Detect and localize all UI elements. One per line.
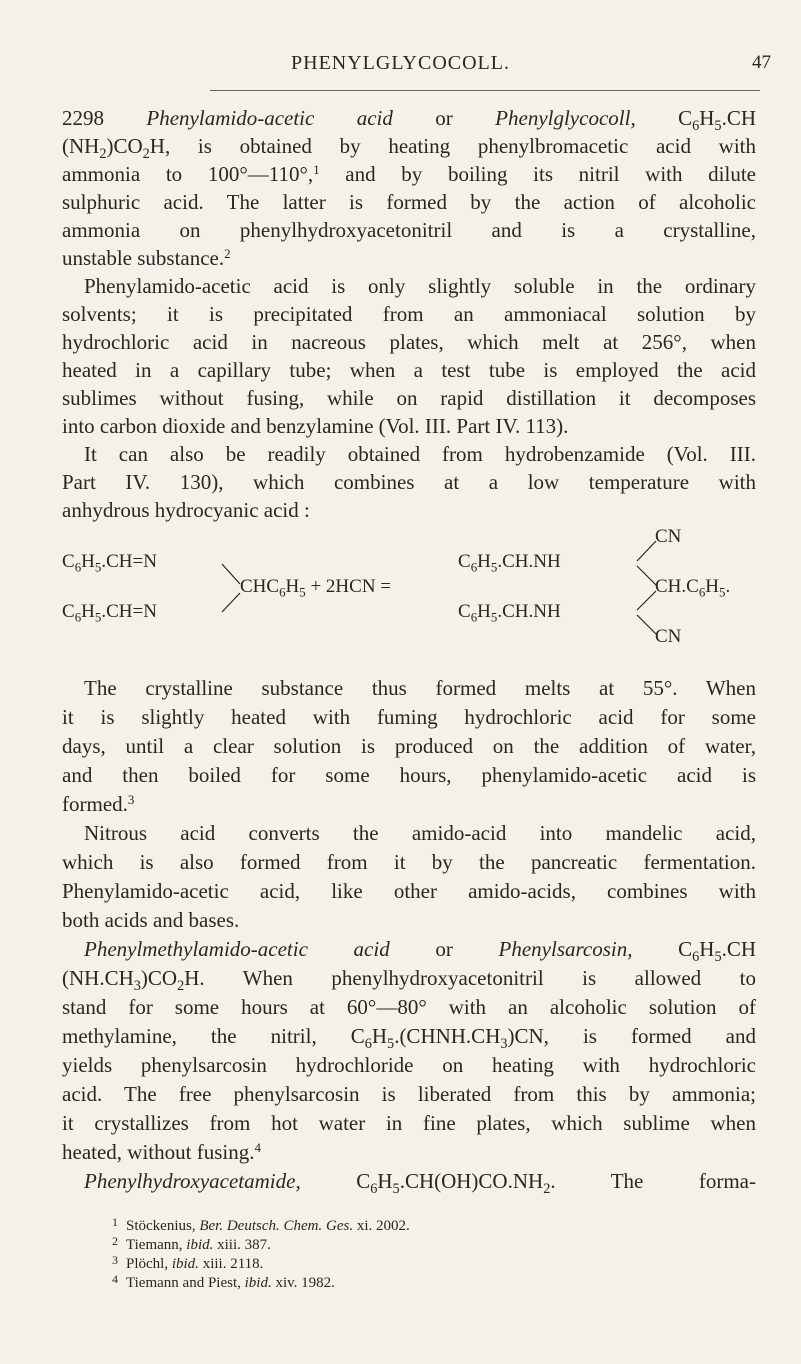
compound-alt-name: Phenylglycocoll, <box>495 106 636 130</box>
text: ammonia to 100°—110°, <box>62 162 314 186</box>
text: . The forma- <box>550 1169 756 1193</box>
text-line: Nitrous acid converts the amido-acid into mandelic acid, <box>84 821 756 845</box>
text-line: days, until a clear solution is produced on the addition of water, <box>62 734 756 758</box>
text-line: heated in a capillary tube; when a test tube is employed the acid <box>62 358 756 382</box>
text-line <box>84 1166 756 1196</box>
text-line: anhydrous hydrocyanic acid : <box>62 498 310 522</box>
text-line: Part IV. 130), which combines at a low temperature with <box>62 470 756 494</box>
subscript: 6 <box>692 948 700 965</box>
subscript: 6 <box>692 117 700 134</box>
text-line: hydrochloric acid in nacreous plates, which melt at 256°, when <box>62 330 756 354</box>
text: H, is obtained by heating phenylbromacetic acid with <box>149 134 756 158</box>
subscript: 5 <box>714 117 722 134</box>
bond-line <box>222 564 240 584</box>
bond-line <box>222 593 240 612</box>
eq-center-group: $CH.C_6H_5$. <box>655 576 731 600</box>
footnote: 1 Stöckenius, Ber. Deutsch. Chem. Ges. xi. 2002. <box>112 1215 410 1234</box>
subscript: 3 <box>500 1035 508 1052</box>
text-line: which is also formed from it by the pancreatic fermentation. <box>62 850 756 874</box>
footnote-ref: 2 <box>224 245 231 261</box>
text-line: Phenylamido-acetic acid, like other amido-acids, combines with <box>62 879 756 903</box>
footnote-ref: 1 <box>313 161 320 177</box>
eq-left-top: $C_6H_5.CH=N$ <box>62 551 157 575</box>
footnote: 3 Plöchl, ibid. xiii. 2118. <box>112 1253 264 1272</box>
footnote: 4 Tiemann and Piest, ibid. xiv. 1982. <box>112 1272 335 1291</box>
text: H <box>699 937 715 961</box>
bond-line <box>637 566 656 585</box>
footnote-mark: 3 <box>112 1253 118 1267</box>
text-line: it crystallizes from hot water in fine plates, which sublime when <box>62 1111 756 1135</box>
text: heated, without fusing. <box>62 1140 255 1164</box>
text: methylamine, the nitril, C <box>62 1024 365 1048</box>
bond-line <box>637 541 656 561</box>
text-line: solvents; it is precipitated from an ammoniacal solution by <box>62 302 756 326</box>
section-number: 2298 <box>62 106 104 130</box>
text: C <box>300 1169 371 1193</box>
text-line: yields phenylsarcosin hydrochloride on heating with hydrochloric <box>62 1053 756 1077</box>
text-line: The crystalline substance thus formed melts at 55°. When <box>84 676 756 700</box>
text: formed. <box>62 792 128 816</box>
text-line: and then boiled for some hours, phenylamido-acetic acid is <box>62 763 756 787</box>
text-line: Phenylamido-acetic acid is only slightly soluble in the ordinary <box>84 274 756 298</box>
footnote-mark: 2 <box>112 1234 118 1248</box>
subscript: 3 <box>133 977 141 994</box>
subscript: 6 <box>370 1180 378 1197</box>
text: )CO <box>140 966 178 990</box>
compound-name: Phenylhydroxyacetamide, <box>84 1169 301 1193</box>
text-line: sublimes without fusing, while on rapid distillation it decomposes <box>62 386 756 410</box>
footnote-ref: 3 <box>127 791 135 807</box>
text-line: it is slightly heated with fuming hydrochloric acid for some <box>62 705 756 729</box>
compound-name: Phenylmethylamido-acetic acid <box>84 937 390 961</box>
text: (NH.CH <box>62 966 134 990</box>
bond-line <box>637 615 656 634</box>
text: H <box>699 106 715 130</box>
eq-right-bottom: $C_6H_5.CH.NH$ <box>458 601 561 625</box>
text-line <box>62 1021 756 1051</box>
text: )CN, is formed and <box>507 1024 756 1048</box>
text: )CO <box>106 134 143 158</box>
eq-right-top: $C_6H_5.CH.NH$ <box>458 551 561 575</box>
text: C <box>635 106 693 130</box>
subscript: 5 <box>392 1180 400 1197</box>
text: .CH <box>721 937 757 961</box>
compound-alt-name: Phenylsarcosin, <box>498 937 633 961</box>
text-line: stand for some hours at 60°—80° with an alcoholic solution of <box>62 995 756 1019</box>
text: H <box>377 1169 393 1193</box>
subscript: 5 <box>714 948 722 965</box>
eq-cn-bottom: CN <box>655 626 682 647</box>
text-line: It can also be readily obtained from hydrobenzamide (Vol. III. <box>84 442 756 466</box>
text: H. When phenylhydroxyacetonitril is allowed to <box>184 966 756 990</box>
text: (NH <box>62 134 100 158</box>
subscript: 2 <box>99 145 107 162</box>
footnote: 2 Tiemann, ibid. xiii. 387. <box>112 1234 271 1253</box>
subscript: 6 <box>364 1035 372 1052</box>
subscript: 2 <box>543 1180 551 1197</box>
running-head: PHENYLGLYCOCOLL. <box>291 52 510 74</box>
text: or <box>392 106 496 130</box>
eq-left-bottom: $C_6H_5.CH=N$ <box>62 601 157 625</box>
text-line: acid. The free phenylsarcosin is liberated from this by ammonia; <box>62 1082 756 1106</box>
text-line <box>62 963 756 993</box>
eq-cn-top: CN <box>655 526 682 547</box>
text-line <box>62 1137 756 1167</box>
footnote-mark: 4 <box>112 1272 118 1286</box>
text-line <box>62 789 756 819</box>
subscript: 2 <box>177 977 185 994</box>
footnote-ref: 4 <box>254 1139 261 1155</box>
text: or <box>389 937 499 961</box>
subscript: 5 <box>387 1035 395 1052</box>
compound-name: Phenylamido-acetic acid <box>146 106 393 130</box>
text: .CH <box>721 106 756 130</box>
text-line: into carbon dioxide and benzylamine (Vol. III. Part IV. 113). <box>62 414 569 438</box>
eq-middle: $CHC_6H_5 + 2HCN$ = <box>240 576 392 600</box>
bond-line <box>637 591 656 610</box>
text: .CH(OH)CO.NH <box>399 1169 544 1193</box>
page-number: 47 <box>752 52 771 73</box>
text-line: both acids and bases. <box>62 908 240 932</box>
text-line <box>84 934 756 964</box>
subscript: 2 <box>142 145 150 162</box>
text: and by boiling its nitril with dilute <box>319 162 757 186</box>
text-line: sulphuric acid. The latter is formed by the action of alcoholic <box>62 190 756 214</box>
text: H <box>371 1024 388 1048</box>
text-line: ammonia on phenylhydroxyacetonitril and is a crystalline, <box>62 218 756 242</box>
footnote-mark: 1 <box>112 1215 118 1229</box>
text: C <box>632 937 693 961</box>
text: .(CHNH.CH <box>394 1024 501 1048</box>
text: unstable substance. <box>62 246 225 270</box>
